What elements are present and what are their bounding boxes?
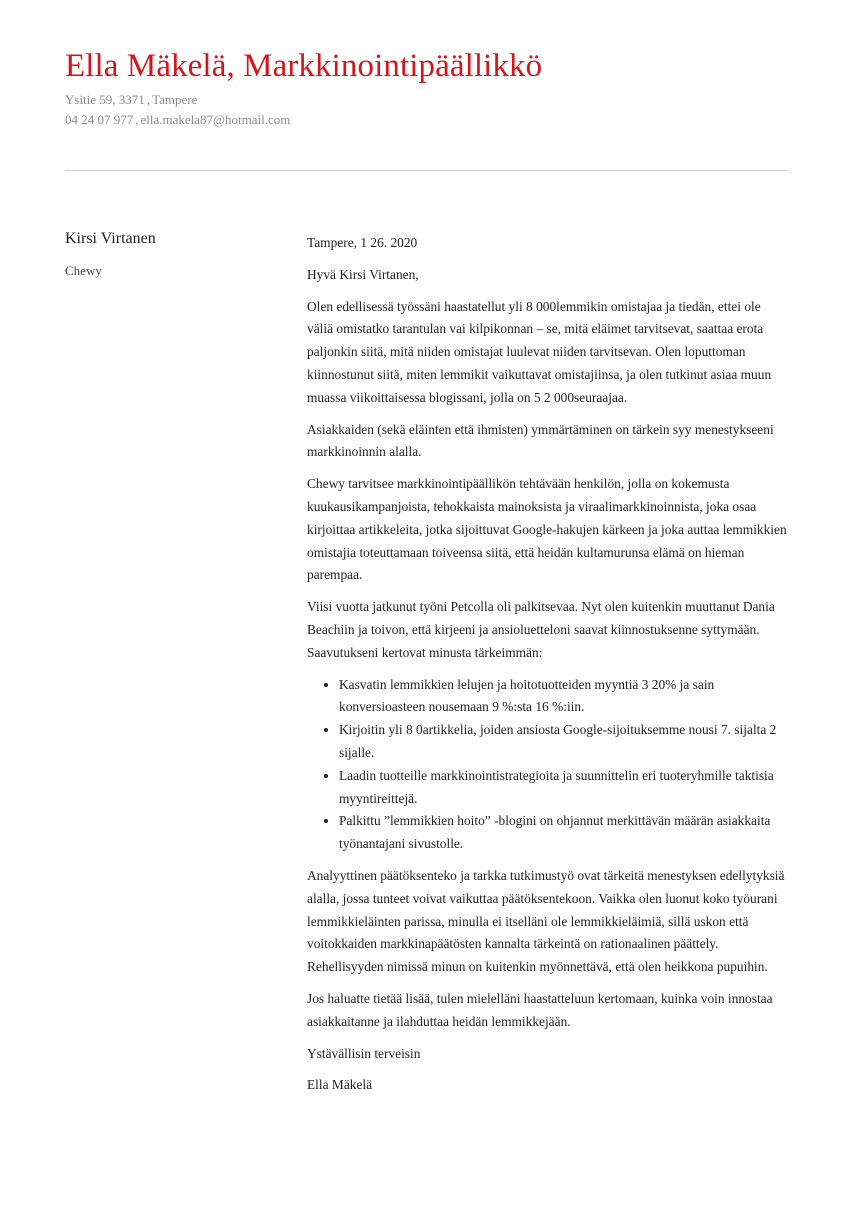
body-paragraph: Analyyttinen päätöksenteko ja tarkka tutkimustyö ovat tärkeitä menestyksen edellytyksiä alalla, jossa tunteet voivat vaikuttaa päätöksentekoon. Vaikka olen luonut koko työurani lemmikkieläinten parissa, minulla ei itselläni ole lemmikkieläimiä, sillä uskon että voitokkaiden markkinapäätösten kannalta tärkeintä on rationaalinen päättely. Rehellisyyden nimissä minun on kuitenkin myönnettävä, että olen heikkona pupuihin. bbox=[307, 867, 785, 975]
letter-greeting: Hyvä Kirsi Virtanen, bbox=[307, 266, 419, 282]
signature: Ella Mäkelä bbox=[307, 1077, 373, 1093]
list-item: • Kasvatin lemmikkien lelujen ja hoitotuotteiden myyntiä 3 20% ja sain konversioasteen nousemaan 9 %:sta 16 %:iin. bbox=[339, 674, 787, 720]
header-divider bbox=[65, 170, 787, 171]
email[interactable]: ella.makela87@hotmail.com bbox=[140, 112, 291, 127]
body-paragraph: Jos haluatte tietää lisää, tulen mielelläni haastatteluun kertomaan, kuinka voin innostaa asiakkaitanne ja ilahduttaa heidän lemmikkejään. bbox=[307, 990, 773, 1029]
recipient-name: Kirsi Virtanen bbox=[65, 230, 156, 247]
address: Ysitie 59, 3371 bbox=[65, 92, 145, 107]
body-paragraph: Asiakkaiden (sekä eläinten että ihmisten) ymmärtäminen on tärkein syy menestykseeni markkinoinnin alalla. bbox=[307, 421, 774, 460]
list-item: • Laadin tuotteille markkinointistrategioita ja suunnittelin eri tuoteryhmille taktisia myyntireittejä. bbox=[339, 765, 787, 811]
contact-line bbox=[65, 110, 787, 130]
sender-name-title: Ella Mäkelä, Markkinointipäällikkö bbox=[65, 48, 543, 84]
recipient-company: Chewy bbox=[65, 263, 102, 278]
body-paragraph: Viisi vuotta jatkunut työni Petcolla oli palkitsevaa. Nyt olen kuitenkin muuttanut Dania Beachiin ja toivon, että kirjeeni ja ansioluetteloni saavat kiinnostuksenne syttymään. Saavutukseni kertovat minusta tärkeimmän: bbox=[307, 599, 775, 660]
phone: 04 24 07 977 bbox=[65, 112, 134, 127]
list-item: • Kirjoitin yli 8 0artikkelia, joiden ansiosta Google-sijoituksemme nousi 7. sijalta 2 sijalle. bbox=[339, 719, 787, 765]
letter-date: Tampere, 1 26. 2020 bbox=[307, 235, 418, 250]
contact-info bbox=[65, 90, 787, 130]
list-item: • Palkittu ”lemmikkien hoito” -blogini on ohjannut merkittävän määrän asiakkaita työnantajani sivustolle. bbox=[339, 810, 787, 856]
letter-header bbox=[65, 46, 787, 130]
recipient-block bbox=[65, 229, 285, 280]
separator-icon: , bbox=[135, 112, 139, 127]
letter-body bbox=[307, 232, 787, 1106]
achievements-list bbox=[307, 674, 787, 856]
separator-icon: , bbox=[146, 92, 151, 107]
body-paragraph: Chewy tarvitsee markkinointipäällikön tehtävään henkilön, jolla on kokemusta kuukausikampanjoista, tehokkaista mainoksista ja viraalimarkkinoinnista, joka osaa kirjoittaa artikkeleita, jotka sijoittuvat Google-hakujen kärkeen ja joka auttaa lemmikkien omistajia toteuttamaan toiveensa siitä, että heidän kultamurunsa elämä on hieman parempaa. bbox=[307, 476, 787, 583]
sign-off: Ystävällisin terveisin bbox=[307, 1045, 421, 1061]
body-paragraph: Olen edellisessä työssäni haastatellut yli 8 000lemmikin omistajaa ja tiedän, ettei ole väliä omistatko tarantulan vai kilpikonnan – se, mitä eläimet tarvitsevat, saattaa erota paljonkin siitä, mitä niiden omistajat luulevat niiden tarvitsevan. Olen loputtoman kiinnostunut siitä, miten lemmikit vaikuttavat omistajiinsa, ja olen tutkinut asiaa muun muassa viikoittaisessa blogissani, jolla on 5 2 000seuraajaa. bbox=[307, 298, 772, 405]
city: Tampere bbox=[152, 92, 198, 107]
address-line bbox=[65, 90, 787, 110]
